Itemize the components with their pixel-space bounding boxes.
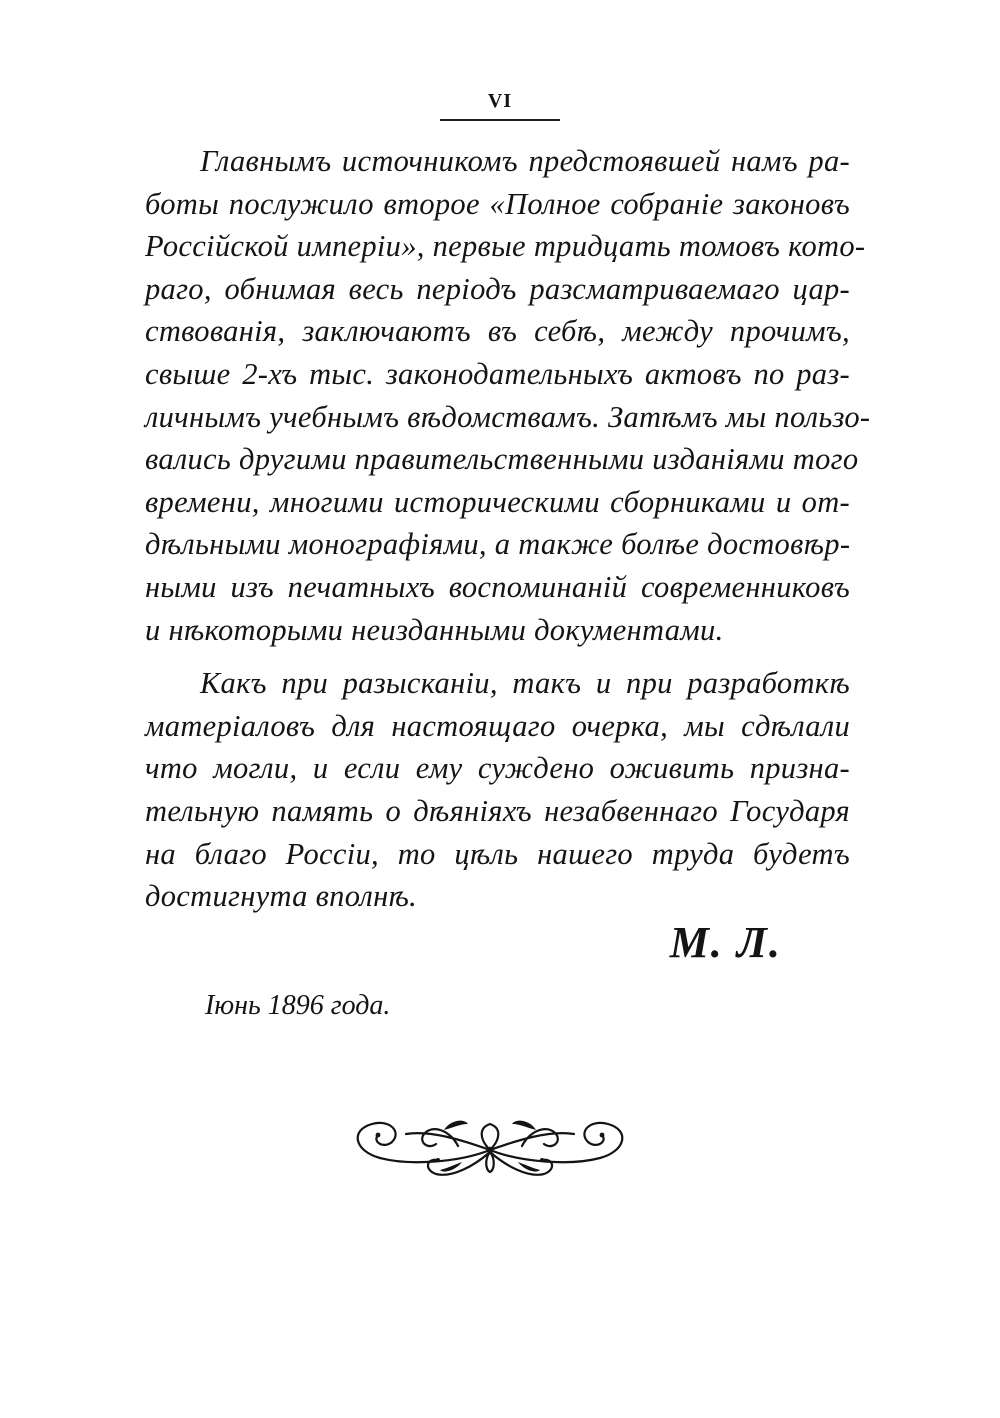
text-line: вались другими правительственными изданіями того bbox=[145, 442, 859, 477]
author-signature: М. Л. bbox=[669, 918, 782, 967]
text-line: времени, многими историческими сборниками и от- bbox=[145, 484, 850, 519]
body-text bbox=[145, 140, 871, 918]
text-line: и нѣкоторыми неизданными документами. bbox=[145, 612, 724, 647]
text-line: достигнута вполнѣ. bbox=[145, 879, 418, 914]
ornamental-flourish-icon bbox=[340, 1100, 640, 1190]
text-line: раго, обнимая весь періодъ разсматриваемаго цар- bbox=[145, 271, 850, 306]
text-line: матеріаловъ для настоящаго очерка, мы сдѣлали bbox=[145, 708, 850, 743]
text-line: Главнымъ источникомъ предстоявшей намъ ра- bbox=[200, 144, 850, 178]
text-line: тельную память о дѣяніяхъ незабвеннаго Государя bbox=[145, 793, 850, 828]
text-line: что могли, и если ему суждено оживить призна- bbox=[145, 751, 850, 786]
text-line: дѣльными монографіями, а также болѣе достовѣр- bbox=[145, 527, 851, 562]
text-line: Какъ при разысканіи, такъ и при разработкѣ bbox=[200, 666, 850, 701]
text-line: свыше 2-хъ тыс. законодательныхъ актовъ по раз- bbox=[145, 356, 850, 391]
paragraph-gap bbox=[145, 651, 850, 662]
header-rule bbox=[440, 119, 560, 121]
text-line: на благо Россіи, то цѣль нашего труда будетъ bbox=[145, 836, 850, 871]
page-number: VI bbox=[487, 90, 513, 112]
text-line: Россійской имперіи», первые тридцать томовъ кото- bbox=[145, 229, 866, 264]
text-line: личнымъ учебнымъ вѣдомствамъ. Затѣмъ мы пользо- bbox=[145, 399, 871, 434]
text-line: ными изъ печатныхъ воспоминаній современниковъ bbox=[145, 569, 850, 604]
text-line: ствованія, заключаютъ въ себѣ, между прочимъ, bbox=[145, 314, 850, 349]
text-line: боты послужило второе «Полное собраніе законовъ bbox=[145, 186, 850, 221]
date-line: Іюнь 1896 года. bbox=[205, 990, 391, 1021]
